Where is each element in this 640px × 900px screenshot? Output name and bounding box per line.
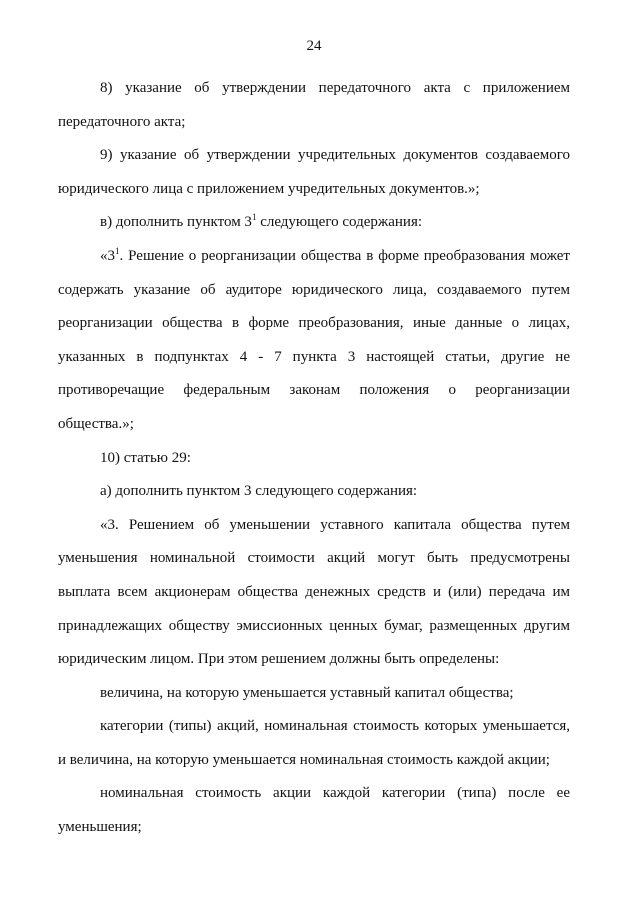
paragraph-text-end: . Решение о реорганизации общества в форме преобразования может содержать указание об аудиторе юридического лица, создаваемого путем реорганизации общества в форме преобразования, иные данные о лицах, указанных в подпунктах 4 - 7 пункта 3 настоящей статьи, другие не противоречащие федеральным законам положения о реорганизации общества.»; bbox=[58, 247, 570, 432]
paragraph-text-end: следующего содержания: bbox=[256, 214, 423, 231]
paragraph-item-8: 8) указание об утверждении передаточного акта с приложением передаточного акта; bbox=[58, 80, 570, 130]
paragraph-add-point-3-1 bbox=[58, 206, 570, 240]
superscript: 1 bbox=[115, 245, 120, 256]
paragraph-nominal-value: номинальная стоимость акции каждой категории (типа) после ее уменьшения; bbox=[58, 785, 570, 836]
paragraph-add-point-3: а) дополнить пунктом 3 следующего содержания: bbox=[100, 483, 418, 500]
paragraph-point-3-text: «3. Решением об уменьшении уставного капитала общества путем уменьшения номинальной стоимости акций могут быть предусмотрены выплата всем акционерам общества денежных средств и (или) передача им принадлежащих обществу эмиссионных ценных бумаг, размещенных другим юридическим лицом. При этом решением должны быть определены: bbox=[58, 516, 570, 668]
paragraph-capital-reduction: величина, на которую уменьшается уставный капитал общества; bbox=[100, 684, 514, 701]
paragraph-text-start: в) дополнить пунктом 3 bbox=[100, 214, 252, 231]
paragraph-share-categories: категории (типы) акций, номинальная стоимость которых уменьшается, и величина, на которую уменьшается номинальная стоимость каждой акции; bbox=[58, 718, 570, 768]
paragraph-text-start: «3 bbox=[100, 247, 115, 264]
paragraph-item-9: 9) указание об утверждении учредительных документов создаваемого юридического лица с приложением учредительных документов.»; bbox=[58, 147, 570, 197]
paragraph-point-3-1-text bbox=[58, 240, 570, 442]
superscript: 1 bbox=[251, 212, 257, 223]
page-number: 24 bbox=[306, 38, 322, 54]
paragraph-article-29: 10) статью 29: bbox=[100, 449, 191, 466]
